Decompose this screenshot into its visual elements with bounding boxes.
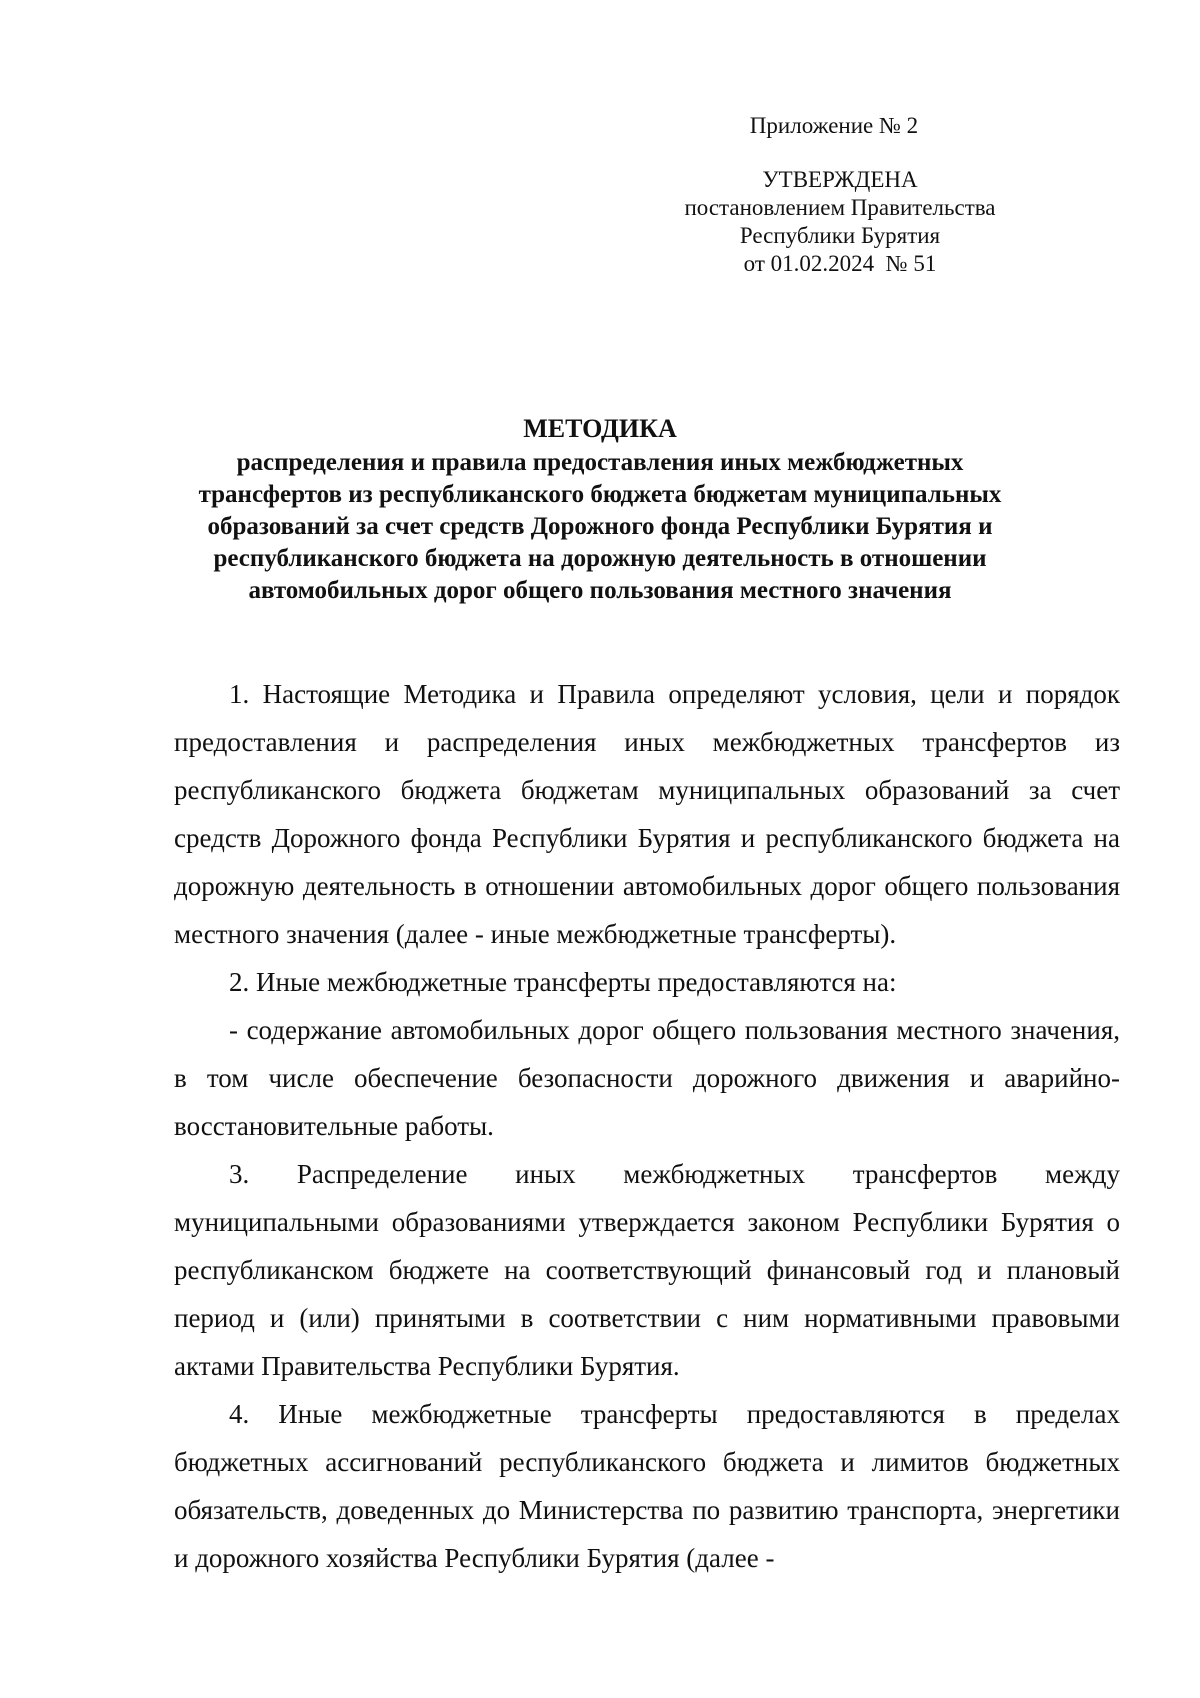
paragraph-3: 3. Распределение иных межбюджетных трансфертов между муниципальными образованиями утверждается законом Республики Бурятия о республиканском бюджете на соответствующий финансовый год и плановый период и (или) принятыми в соответствии с ним нормативными правовыми актами Правительства Республики Бурятия. [174,1159,1120,1381]
paragraph-2: 2. Иные межбюджетные трансферты предоставляются на: [229,967,897,997]
paragraph-1: 1. Настоящие Методика и Правила определяют условия, цели и порядок предоставления и распределения иных межбюджетных трансфертов из республиканского бюджета бюджетам муниципальных образований за счет средств Дорожного фонда Республики Бурятия и республиканского бюджета на дорожную деятельность в отношении автомобильных дорог общего пользования местного значения (далее - иные межбюджетные трансферты). [174,679,1120,949]
title-line-4: республиканского бюджета на дорожную деятельность в отношении [213,545,987,572]
document-body [174,670,1120,1582]
paragraph-2-list-item: - содержание автомобильных дорог общего пользования местного значения, в том числе обеспечение безопасности дорожного движения и аварийно-восстановительные работы. [174,1015,1120,1141]
approved-label: УТВЕРЖДЕНА [762,167,918,192]
title-line-5: автомобильных дорог общего пользования местного значения [248,577,952,604]
approved-by-line-1: постановлением Правительства [684,195,996,220]
approved-by-line-2: Республики Бурятия [739,223,941,248]
approval-stamp-block [660,112,1020,278]
document-title: МЕТОДИКА [523,414,677,443]
title-line-1: распределения и правила предоставления иных межбюджетных [236,449,964,476]
title-line-3: образований за счет средств Дорожного фонда Республики Бурятия и [207,513,993,540]
title-line-2: трансфертов из республиканского бюджета бюджетам муниципальных [198,481,1002,508]
appendix-label: Приложение № 2 [749,113,919,138]
approved-date-number: от 01.02.2024 № 51 [743,251,937,276]
document-title-block [150,413,1050,607]
paragraph-4: 4. Иные межбюджетные трансферты предоставляются в пределах бюджетных ассигнований республиканского бюджета и лимитов бюджетных обязательств, доведенных до Министерства по развитию транспорта, энергетики и дорожного хозяйства Республики Бурятия (далее - [174,1399,1120,1573]
